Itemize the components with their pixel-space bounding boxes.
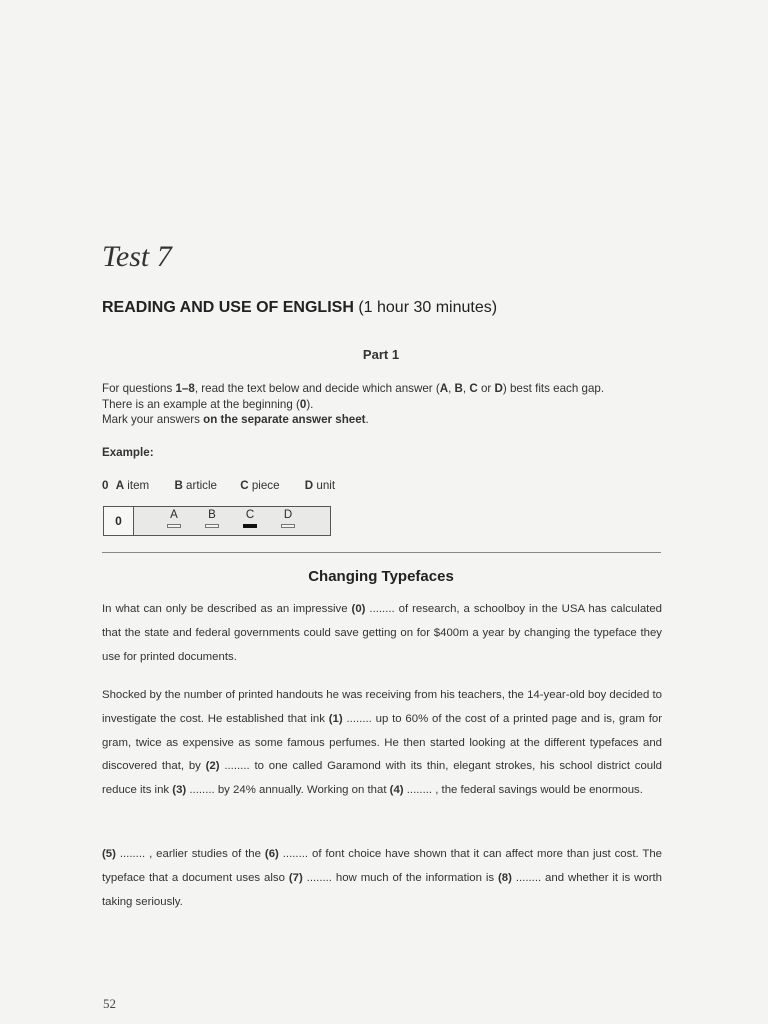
answer-sheet-ref: on the separate answer sheet (203, 413, 366, 426)
instructions (102, 381, 672, 428)
answer-bubble-filled-icon (243, 524, 257, 528)
instruction-text: , read the text below and decide which answer ( (194, 382, 440, 395)
option-letter: C (469, 382, 478, 395)
section-title (102, 299, 497, 317)
instruction-text: ) best fits each gap. (502, 382, 605, 395)
paragraph-text: Shocked by the number of printed handouts he was receiving from his teachers, the 14-year-old boy decided to investigate the cost. He established that ink (102, 689, 662, 725)
answer-cell-b[interactable] (200, 507, 224, 535)
text-title: Changing Typefaces (308, 568, 454, 585)
example-option-a (116, 479, 150, 492)
answer-bubble-icon (167, 524, 181, 528)
paragraph-text: ........ , the federal savings would be enormous. (403, 784, 643, 797)
option-word: article (186, 479, 217, 492)
instruction-text: , (448, 382, 455, 395)
paragraph-text: ........ of research, a schoolboy in the USA has calculated that the state and federal governments could save getting on for $400m a year by changing the typeface they use for printed documents. (102, 603, 662, 663)
test-title: Test 7 (102, 240, 172, 273)
answer-bubble-icon (205, 524, 219, 528)
paragraph-text: ........ to one called Garamond with its thin, elegant strokes, his school district could reduce its ink (102, 760, 662, 797)
paragraph-3 (102, 843, 662, 914)
example-answer-box (103, 506, 331, 536)
paragraph-text: ........ and whether it is worth taking seriously. (102, 871, 662, 908)
paragraph-text: ........ of font choice have shown that it can affect more than just cost. The typeface that a document uses also (102, 848, 662, 884)
instruction-line-1 (102, 381, 672, 397)
answer-cell-d[interactable] (276, 507, 300, 535)
instruction-text: . (365, 413, 369, 426)
gap-5: (5) (102, 848, 116, 860)
instruction-text: There is an example at the beginning ( (102, 397, 300, 411)
section-duration: (1 hour 30 minutes) (358, 299, 498, 316)
paragraph-2 (102, 684, 662, 803)
page-number: 52 (103, 996, 116, 1011)
question-range: 1–8 (175, 382, 195, 395)
option-word: unit (316, 479, 336, 492)
instruction-line-2 (102, 397, 672, 413)
paragraph-text: ........ up to 60% of the cost of a printed page and is, gram for gram, twice as expensive as some famous perfumes. He then started looking at the different typefaces and discovered that, by (102, 712, 662, 773)
paragraph-1 (102, 598, 662, 669)
paragraph-text: ........ how much of the information is (302, 871, 498, 884)
option-letter: D (494, 382, 503, 395)
answer-box-number: 0 (104, 507, 134, 535)
option-letter: D (304, 479, 314, 492)
gap-8: (8) (498, 871, 512, 884)
instruction-text: , (462, 382, 470, 395)
paragraph-text: ........ , earlier studies of the (115, 848, 265, 860)
example-ref: 0 (299, 397, 307, 411)
example-option-d (305, 479, 335, 492)
answer-letter: B (208, 509, 216, 521)
option-letter: C (240, 479, 249, 492)
example-option-c (240, 479, 279, 492)
gap-0: (0) (351, 603, 366, 615)
answer-cell-a[interactable] (162, 507, 186, 535)
gap-3: (3) (172, 784, 187, 797)
option-word: piece (251, 479, 280, 492)
gap-2: (2) (205, 760, 220, 773)
gap-1: (1) (328, 712, 343, 725)
answer-letter: C (245, 509, 255, 521)
example-number: 0 (102, 479, 109, 492)
paragraph-text: ........ by 24% annually. Working on that (186, 784, 390, 797)
part-title: Part 1 (362, 347, 400, 362)
answer-letter: D (283, 509, 293, 521)
option-letter: A (439, 382, 449, 395)
divider (102, 552, 661, 553)
instruction-text: or (477, 382, 495, 395)
section-name: READING AND USE OF ENGLISH (102, 299, 354, 316)
instruction-text: For questions (102, 382, 176, 395)
option-word: item (127, 479, 150, 492)
option-letter: B (174, 479, 183, 492)
gap-4: (4) (389, 784, 404, 797)
example-options (102, 479, 335, 492)
gap-7: (7) (288, 871, 303, 884)
example-label: Example: (102, 446, 154, 459)
instruction-line-3 (102, 412, 672, 428)
option-letter: A (115, 479, 125, 492)
answer-cell-c[interactable] (238, 507, 262, 535)
option-letter: B (454, 382, 463, 395)
example-option-b (174, 479, 217, 492)
paragraph-text: In what can only be described as an impressive (102, 603, 352, 615)
answer-letter: A (170, 509, 178, 521)
instruction-text: ). (306, 397, 314, 411)
gap-6: (6) (264, 848, 279, 860)
instruction-text: Mark your answers (102, 413, 204, 426)
answer-bubble-icon (281, 524, 295, 528)
